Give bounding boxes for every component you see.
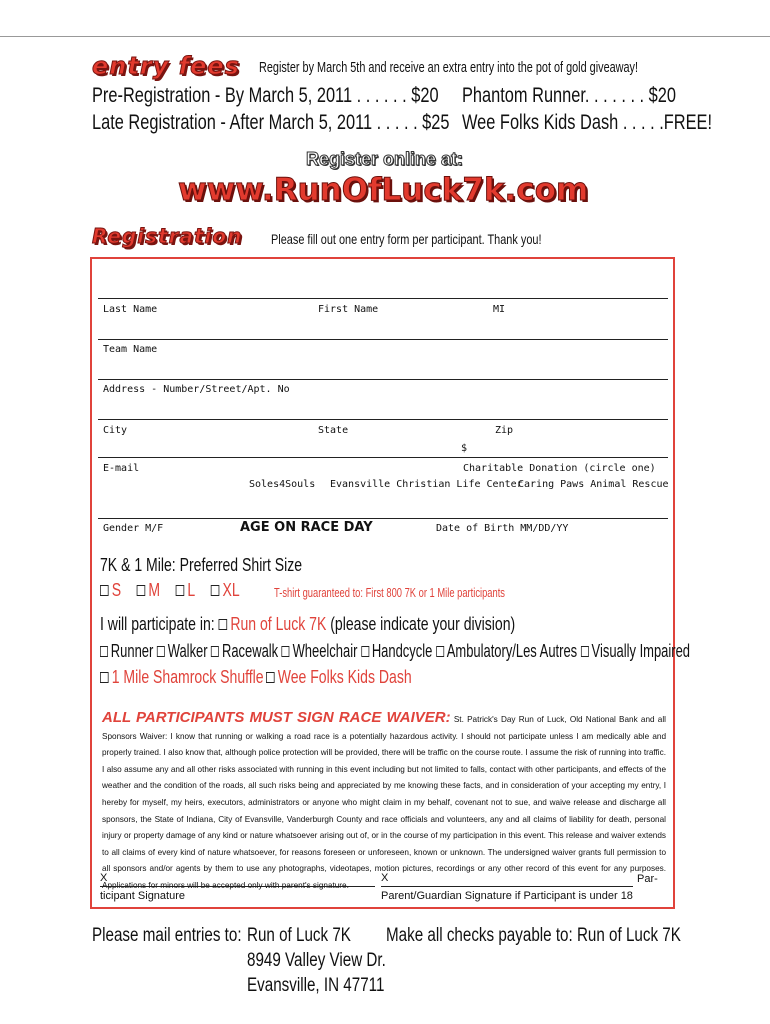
checks-payable: Make all checks payable to: Run of Luck 7K	[386, 925, 681, 946]
parent-signature-line[interactable]	[381, 886, 633, 887]
email-line[interactable]	[98, 457, 668, 458]
mail-address-1: Run of Luck 7K	[247, 925, 351, 946]
name-line[interactable]	[98, 298, 668, 299]
charity-caring-paws[interactable]: Caring Paws Animal Rescue	[518, 479, 669, 490]
division-walker[interactable]: Walker	[157, 641, 208, 661]
parent-signature-label: Parent/Guardian Signature if Participant is under 18	[381, 890, 633, 902]
team-name-line[interactable]	[98, 339, 668, 340]
dollar-sign: $	[461, 443, 468, 454]
checkbox-icon[interactable]	[211, 646, 219, 657]
participant-x: X	[100, 872, 108, 884]
late-registration-fee: Late Registration - After March 5, 2011 . . . . . $25	[92, 111, 450, 134]
division-hint: (please indicate your division)	[330, 614, 516, 634]
mail-label: Please mail entries to:	[92, 925, 242, 946]
zip-label: Zip	[495, 425, 514, 436]
wee-folks-option[interactable]: Wee Folks Kids Dash	[266, 667, 412, 688]
top-divider	[0, 36, 770, 37]
promo-text: Register by March 5th and receive an extra entry into the pot of gold giveaway!	[259, 60, 639, 76]
charity-soles4souls[interactable]: Soles4Souls	[249, 479, 316, 490]
participate-line	[100, 614, 515, 635]
run-of-luck-option[interactable]: Run of Luck 7K	[219, 614, 327, 634]
registration-instructions: Please fill out one entry form per participant. Thank you!	[271, 231, 542, 247]
mail-address-2: 8949 Valley View Dr.	[247, 950, 386, 971]
shirt-note: T-shirt guaranteed to: First 800 7K or 1 Mile participants	[274, 585, 505, 600]
division-visually-impaired[interactable]: Visually Impaired	[581, 641, 690, 661]
dob-label: Date of Birth MM/DD/YY	[436, 523, 569, 534]
shirt-size-s-option[interactable]: S	[100, 580, 121, 600]
team-name-label: Team Name	[103, 344, 158, 355]
waiver-block	[102, 710, 666, 895]
parent-x: X	[381, 872, 389, 884]
checkbox-icon[interactable]	[266, 672, 275, 683]
city-line[interactable]	[98, 419, 668, 420]
gender-label: Gender M/F	[103, 523, 164, 534]
first-name-label: First Name	[318, 304, 379, 315]
shamrock-shuffle-option[interactable]: 1 Mile Shamrock Shuffle	[100, 667, 264, 688]
gender-line[interactable]	[98, 518, 668, 519]
checkbox-icon[interactable]	[581, 646, 589, 657]
shirt-size-xl-option[interactable]: XL	[211, 580, 240, 600]
division-runner[interactable]: Runner	[100, 641, 153, 661]
waiver-lead: ALL PARTICIPANTS MUST SIGN RACE WAIVER:	[102, 709, 451, 726]
checkbox-icon[interactable]	[137, 585, 146, 596]
checkbox-icon[interactable]	[157, 646, 165, 657]
checkbox-icon[interactable]	[100, 672, 109, 683]
shirt-size-m-option[interactable]: M	[137, 580, 160, 600]
participate-lead: I will participate in:	[100, 614, 215, 634]
phantom-runner-fee: Phantom Runner. . . . . . . $20	[462, 84, 676, 107]
state-label: State	[318, 425, 349, 436]
checkbox-icon[interactable]	[361, 646, 369, 657]
checkbox-icon[interactable]	[100, 646, 108, 657]
par-fragment: Par-	[637, 873, 658, 885]
checkbox-icon[interactable]	[100, 585, 109, 596]
mi-label: MI	[493, 304, 506, 315]
address-label: Address - Number/Street/Apt. No	[103, 384, 290, 395]
checkbox-icon[interactable]	[176, 585, 185, 596]
checkbox-icon[interactable]	[219, 619, 228, 630]
shirt-sizes	[100, 580, 240, 601]
charity-evansville-christian[interactable]: Evansville Christian Life Center	[330, 479, 523, 490]
shirt-title: 7K & 1 Mile: Preferred Shirt Size	[100, 555, 303, 575]
city-label: City	[103, 425, 128, 436]
wee-folks-fee: Wee Folks Kids Dash . . . . .FREE!	[462, 111, 713, 134]
checkbox-icon[interactable]	[282, 646, 290, 657]
participant-signature-label: ticipant Signature	[100, 890, 185, 902]
last-name-label: Last Name	[103, 304, 158, 315]
mail-address-3: Evansville, IN 47711	[247, 975, 385, 996]
registration-url[interactable]: www.RunOfLuck7k.com	[178, 172, 589, 208]
division-ambulatory[interactable]: Ambulatory/Les Autres	[436, 641, 577, 661]
charitable-label: Charitable Donation (circle one)	[463, 463, 656, 474]
pre-registration-fee: Pre-Registration - By March 5, 2011 . . . . . . $20	[92, 84, 439, 107]
address-line[interactable]	[98, 379, 668, 380]
age-label: AGE ON RACE DAY	[240, 520, 373, 535]
divisions-row	[100, 641, 690, 662]
shirt-size-l-option[interactable]: L	[176, 580, 196, 600]
checkbox-icon[interactable]	[211, 585, 220, 596]
checkbox-icon[interactable]	[436, 646, 444, 657]
division-wheelchair[interactable]: Wheelchair	[282, 641, 358, 661]
division-handcycle[interactable]: Handcycle	[361, 641, 432, 661]
registration-title: Registration	[92, 224, 243, 248]
waiver-text: St. Patrick's Day Run of Luck, Old National Bank and all Sponsors Waiver: I know that running or walking a road race is a potentially hazardous activity. I should not participate unless I am medically able and properly trained. I also know that, although police protection will be provided, there will be traffic on the course route. I assume the risk of running into traffic. I also assume any and all other risks associated with running in this event including but not limited to falls, contact with other participants, and effects of the weather and the condition of the roads, all such risks being and appreciated by me knowing these facts, and in consideration of your accepting my entry, I hereby for myself, my heirs, executors, administrators or anyone who might claim in my behalf, covenant not to sue, and waive release and discharge all sponsors, the State of Indiana, City of Evansville, Vanderburgh County and race officials and volunteers, any and all claims of liability for death, personal injury or property damage of any kind or nature whatsoever arising out of, or in the course of my participation in this event. This release and waiver extends to all claims of every kind of nature whatsoever, for reasons foreseen or unforeseen, known or unknown. The undersigned waiver grants full permission to all sponsors and/or agents by them to use any photographs, videotapes, motion pictures, recordings or any other record of this event for any purposes. Applications for minors will be accepted only with parent's signature.	[102, 715, 666, 890]
email-label: E-mail	[103, 463, 140, 474]
division-racewalk[interactable]: Racewalk	[211, 641, 278, 661]
entry-fees-title: entry fees	[92, 52, 240, 80]
register-online-label: Register online at:	[306, 149, 464, 169]
participant-signature-line[interactable]	[100, 886, 375, 887]
